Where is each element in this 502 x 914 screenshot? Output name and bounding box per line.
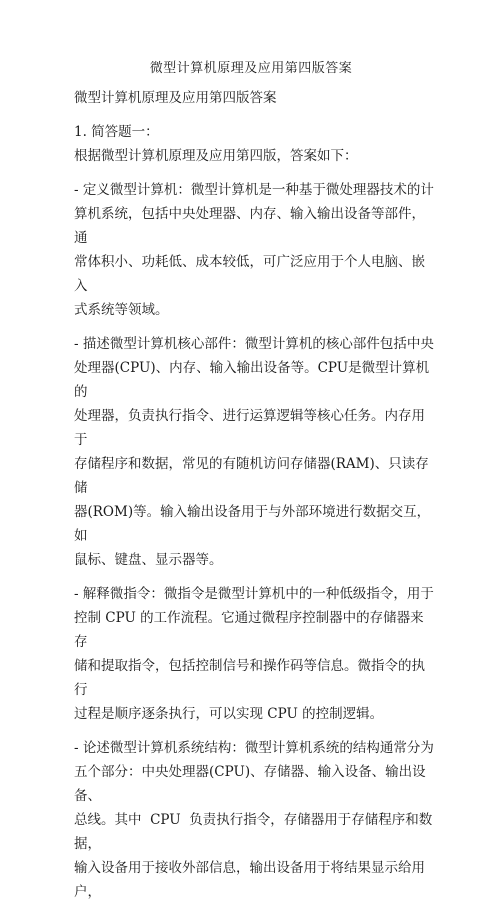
document-subtitle: 微型计算机原理及应用第四版答案 [74, 90, 277, 106]
answer-item-system-structure: - 论述微型计算机系统结构：微型计算机系统的结构通常分为 五个部分：中央处理器(CPU)、存储器、输入设备、输出设备、 总线。其中 CPU 负责执行指令，存储器用于存储程序和数据， 输入设备用于接收外部信息，输出设备用于将结果显示给用户， [74, 740, 434, 900]
answer-item-core-components: - 描述微型计算机核心部件：微型计算机的核心部件包括中央 处理器(CPU)、内存、输入输出设备等。CPU是微型计算机的 处理器，负责执行指令、进行运算逻辑等核心任务。内存用于 存储程序和数据，常见的有随机访问存储器(RAM)、只读存储 器(ROM)等。输入输出设备用于与外部环境进行数据交互，如 鼠标、键盘、显示器等。 [74, 336, 434, 568]
question-heading: 1. 简答题一： [74, 124, 159, 140]
answer-item-definition: - 定义微型计算机：微型计算机是一种基于微处理器技术的计 算机系统，包括中央处理器、内存、输入输出设备等部件，通 常体积小、功耗低、成本较低，可广泛应用于个人电脑、嵌入 式系统等领域。 [74, 182, 434, 318]
answer-item-microinstruction: - 解释微指令：微指令是微型计算机中的一种低级指令，用于 控制 CPU 的工作流程。它通过微程序控制器中的存储器来存 储和提取指令，包括控制信号和操作码等信息。微指令的执行 过程是顺序逐条执行，可以实现 CPU 的控制逻辑。 [74, 586, 434, 722]
document-title: 微型计算机原理及应用第四版答案 [149, 61, 353, 76]
intro-paragraph: 根据微型计算机原理及应用第四版，答案如下： [74, 148, 358, 164]
document-body [74, 86, 434, 914]
